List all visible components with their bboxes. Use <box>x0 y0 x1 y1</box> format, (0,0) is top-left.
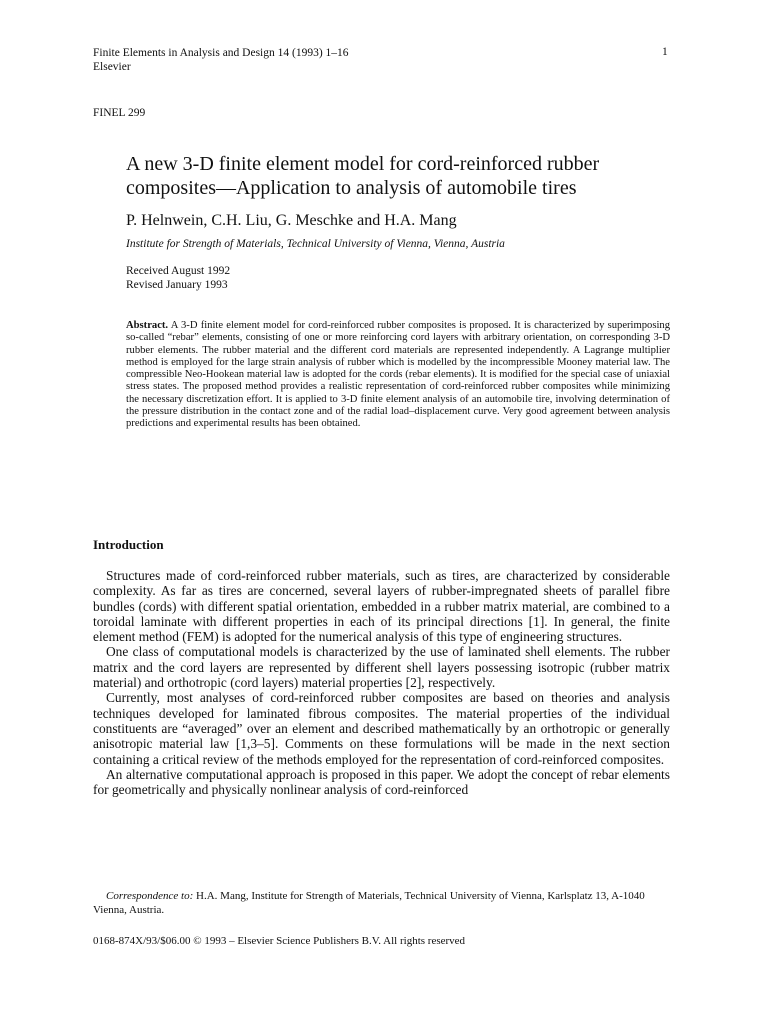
abstract-text: A 3-D finite element model for cord-reinforced rubber composites is proposed. It is characterized by superimposing so-called “rebar” elements, consisting of one or more reinforcing cord layers with arbitrary orientation, on corresponding 3-D rubber elements. The rubber material and the different cord materials are represented independently. A Lagrange multiplier method is employed for the large strain analysis of rubber which is modelled by the incompressible Mooney material law. The compressible Neo-Hookean material law is adopted for the cords (rebar elements). It is modified for the special case of uniaxial stress states. The proposed method provides a realistic representation of cord-reinforced rubber composites while minimizing the necessary discretization effort. It is applied to 3-D finite element analysis of an automobile tire, involving determination of the pressure distribution in the contact zone and of the radial load–displacement curve. Very good agreement between analysis predictions and experimental results has been obtained. <box>126 320 670 430</box>
introduction-paragraph: An alternative computational approach is proposed in this paper. We adopt the concept of rebar elements for geometrically and physically nonlinear analysis of cord-reinforced <box>93 766 670 798</box>
received-date: Received August 1992 <box>126 265 231 277</box>
journal-header <box>93 46 349 74</box>
introduction-paragraph: Structures made of cord-reinforced rubber materials, such as tires, are characterized by considerable complexity. As far as tires are concerned, several layers of rubber-impregnated sheets of parallel fibre bundles (cords) with different spatial orientation, embedded in a rubber matrix material, are combined to a toroidal laminate with different properties in each of its principal directions [1]. In general, the finite element method (FEM) is adopted for the numerical analysis of this type of engineering structures. <box>93 568 670 645</box>
abstract-label: Abstract. <box>126 320 169 331</box>
article-dates <box>126 264 230 292</box>
article-title: A new 3-D finite element model for cord-reinforced rubber composites—Application to analysis of automobile tires <box>126 153 600 199</box>
correspondence-label: Correspondence to: <box>106 890 194 902</box>
page-number: 1 <box>662 46 668 58</box>
article-code: FINEL 299 <box>93 107 146 119</box>
journal-line: Finite Elements in Analysis and Design 14 (1993) 1–16 <box>93 47 349 59</box>
article-authors: P. Helnwein, C.H. Liu, G. Meschke and H.A. Mang <box>126 212 457 229</box>
author-affiliation: Institute for Strength of Materials, Technical University of Vienna, Vienna, Austria <box>126 238 505 250</box>
abstract <box>126 320 670 431</box>
section-heading-introduction: Introduction <box>93 537 164 552</box>
publisher-name: Elsevier <box>93 61 131 73</box>
introduction-paragraph: One class of computational models is characterized by the use of laminated shell elements. The rubber matrix and the cord layers are represented by different shell layers possessing isotropic (rubber matrix material) and orthotropic (cord layers) material properties [2], respectively. <box>93 644 670 691</box>
introduction-body <box>93 568 670 797</box>
correspondence-footnote <box>93 889 670 917</box>
correspondence-text: H.A. Mang, Institute for Strength of Materials, Technical University of Vienna, Karlsplatz 13, A-1040 Vienna, Austria. <box>93 890 645 916</box>
introduction-paragraph: Currently, most analyses of cord-reinforced rubber composites are based on theories and analysis techniques developed for laminated fibrous composites. The material properties of the individual constituents are “averaged” over an element and described mathematically by an orthotropic or generally anisotropic material law [1,3–5]. Comments on these formulations will be made in the next section containing a critical review of the methods employed for the representation of cord-reinforced composites. <box>93 690 670 767</box>
copyright-line: 0168-874X/93/$06.00 © 1993 – Elsevier Science Publishers B.V. All rights reserved <box>93 935 466 947</box>
revised-date: Revised January 1993 <box>126 279 228 291</box>
